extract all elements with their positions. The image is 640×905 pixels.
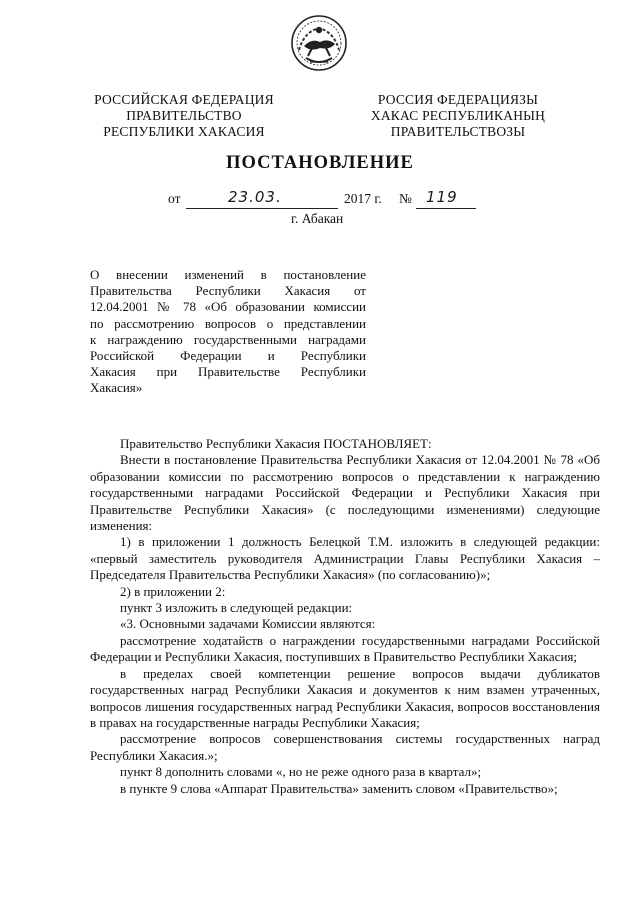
body-paragraph: в пункте 9 слова «Аппарат Правительства» заменить словом «Правительство»; bbox=[120, 780, 558, 796]
subject-line: Хакасия при Правительстве Республики bbox=[90, 364, 366, 380]
date-prefix: от bbox=[168, 191, 181, 206]
year-label: 2017 г. bbox=[344, 191, 382, 206]
subject-block bbox=[90, 267, 366, 397]
body-paragraph: пункт 3 изложить в следующей редакции: bbox=[120, 600, 353, 616]
subject-line: Российской Федерации и Республики bbox=[90, 347, 366, 363]
body-paragraph: пункт 8 дополнить словами «, но не реже одного раза в квартал»; bbox=[120, 764, 482, 780]
subject-line: к награждению государственными наградами bbox=[90, 331, 366, 347]
body-paragraph: Правительство Республики Хакасия ПОСТАНОВЛЯЕТ: bbox=[120, 436, 432, 451]
header-left-line: РОССИЙСКАЯ ФЕДЕРАЦИЯ bbox=[94, 92, 274, 107]
coat-of-arms-emblem-icon bbox=[290, 14, 348, 72]
subject-line: Правительства Республики Хакасия от bbox=[90, 283, 366, 299]
body-paragraph: 1) в приложении 1 должность Белецкой Т.М. изложить в следующей редакции: «первый заместитель руководителя Администрации Главы Республики Хакасия – Председателя Правительства Республики Хакасия» (по согласованию)»; bbox=[90, 534, 600, 583]
body-paragraph: в пределах своей компетенции решение вопросов выдачи дубликатов государственных наград Республики Хакасия и документов к ним взамен утраченных, вопросов лишения государственных наград Республики Хакасия, вопросов восстановления в правах на государственные награды Республики Хакасия; bbox=[90, 665, 600, 730]
body-paragraph: «3. Основными задачами Комиссии являются: bbox=[120, 616, 376, 632]
handwritten-date: 23.03. bbox=[228, 188, 282, 206]
header-right-line: РОССИЯ ФЕДЕРАЦИЯЗЫ bbox=[377, 92, 539, 107]
header-right-line: ПРАВИТЕЛЬСТВОЗЫ bbox=[390, 124, 526, 139]
document-title: ПОСТАНОВЛЕНИЕ bbox=[226, 153, 414, 173]
header-right-line: ХАКАС РЕСПУБЛИКАНЫҢ bbox=[370, 108, 546, 123]
subject-line: О внесении изменений в постановление bbox=[90, 267, 366, 282]
document-body bbox=[90, 436, 600, 797]
body-paragraph: рассмотрение вопросов совершенствования системы государственных наград Республики Хакасия.»; bbox=[90, 731, 600, 763]
subject-line: 12.04.2001 № 78 «Об образовании комиссии bbox=[90, 299, 366, 315]
date-number-line bbox=[168, 188, 488, 211]
body-paragraph: 2) в приложении 2: bbox=[120, 583, 226, 599]
city-label: г. Абакан bbox=[291, 211, 344, 226]
body-paragraph: рассмотрение ходатайств о награждении государственными наградами Российской Федерации и Республики Хакасия, поступивших в Правительство Республики Хакасия; bbox=[90, 632, 600, 665]
number-label: № bbox=[399, 191, 412, 206]
header-left-block bbox=[86, 92, 282, 140]
date-underline bbox=[186, 208, 338, 209]
header-left-line: ПРАВИТЕЛЬСТВО bbox=[126, 108, 242, 123]
header-right-block bbox=[360, 92, 556, 140]
number-underline bbox=[416, 208, 476, 209]
subject-line: Хакасия» bbox=[90, 380, 143, 396]
subject-line: по рассмотрению вопросов о представлении bbox=[90, 315, 366, 331]
handwritten-number: 119 bbox=[426, 188, 458, 206]
body-paragraph: Внести в постановление Правительства Республики Хакасия от 12.04.2001 № 78 «Об образовании комиссии по рассмотрению вопросов о представлении к награждению государственными наградами Российской Федерации и Республики Хакасия при Правительстве Республики Хакасия» (с последующими изменениями) следующие изменения: bbox=[90, 452, 600, 534]
header-left-line: РЕСПУБЛИКИ ХАКАСИЯ bbox=[103, 124, 265, 139]
